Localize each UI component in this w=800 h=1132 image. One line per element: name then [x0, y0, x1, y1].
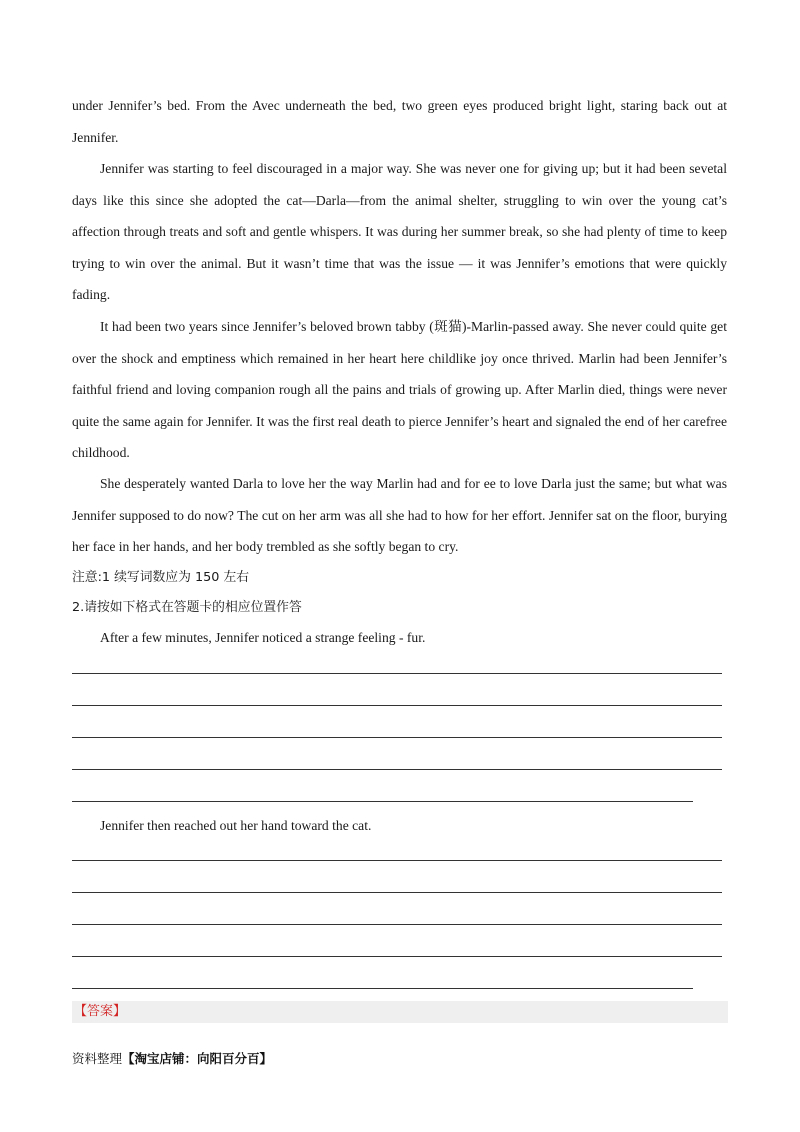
- writing-line: [72, 924, 722, 925]
- footer-shop-name: 【淘宝店铺：向阳百分百】: [122, 1051, 273, 1066]
- writing-line: [72, 988, 693, 989]
- answer-section-bar: [72, 1001, 728, 1023]
- writing-line: [72, 892, 722, 893]
- writing-line: [72, 860, 722, 861]
- answer-label: 【答案】: [74, 1004, 127, 1019]
- writing-line: [72, 956, 722, 957]
- writing-line: [72, 737, 722, 738]
- story-paragraph-4: She desperately wanted Darla to love her the way Marlin had and for ee to love Darla just the same; but what was Jennifer supposed to do now? The cut on her arm was all she had to how for her effort. Jennifer sat on the floor, burying her face in her hands, and her body trembled as she softly began to cry.: [72, 476, 727, 555]
- note-answer-format: 2.请按如下格式在答题卡的相应位置作答: [72, 600, 302, 615]
- note-word-count: 注意:1 续写词数应为 150 左右: [72, 570, 250, 585]
- story-paragraph-1: under Jennifer’s bed. From the Avec underneath the bed, two green eyes produced bright light, staring back out at Jennifer.: [72, 98, 727, 145]
- writing-line: [72, 769, 722, 770]
- writing-line: [72, 801, 693, 802]
- footer-prefix: 资料整理: [72, 1051, 123, 1066]
- writing-line: [72, 673, 722, 674]
- footer-source: [72, 1050, 272, 1068]
- continuation-prompt-1: After a few minutes, Jennifer noticed a strange feeling - fur.: [100, 630, 426, 645]
- writing-line: [72, 705, 722, 706]
- story-paragraph-2: Jennifer was starting to feel discouraged in a major way. She was never one for giving up; but it had been sevetal days like this since she adopted the cat—Darla—from the animal shelter, struggling to win over the young cat’s affection through treats and soft and gentle whispers. It was during her summer break, so she had plenty of time to keep trying to win over the animal. But it wasn’t time that was the issue — it was Jennifer’s emotions that were quickly fading.: [72, 161, 727, 303]
- continuation-prompt-2: Jennifer then reached out her hand toward the cat.: [100, 818, 372, 833]
- story-paragraph-3: It had been two years since Jennifer’s beloved brown tabby (斑猫)-Marlin-passed away. She never could quite get over the shock and emptiness which remained in her heart here childlike joy once thrived. Marlin had been Jennifer’s faithful friend and loving companion rough all the pains and trials of growing up. After Marlin died, things were never quite the same again for Jennifer. It was the first real death to pierce Jennifer’s heart and signaled the end of her carefree childhood.: [72, 319, 727, 461]
